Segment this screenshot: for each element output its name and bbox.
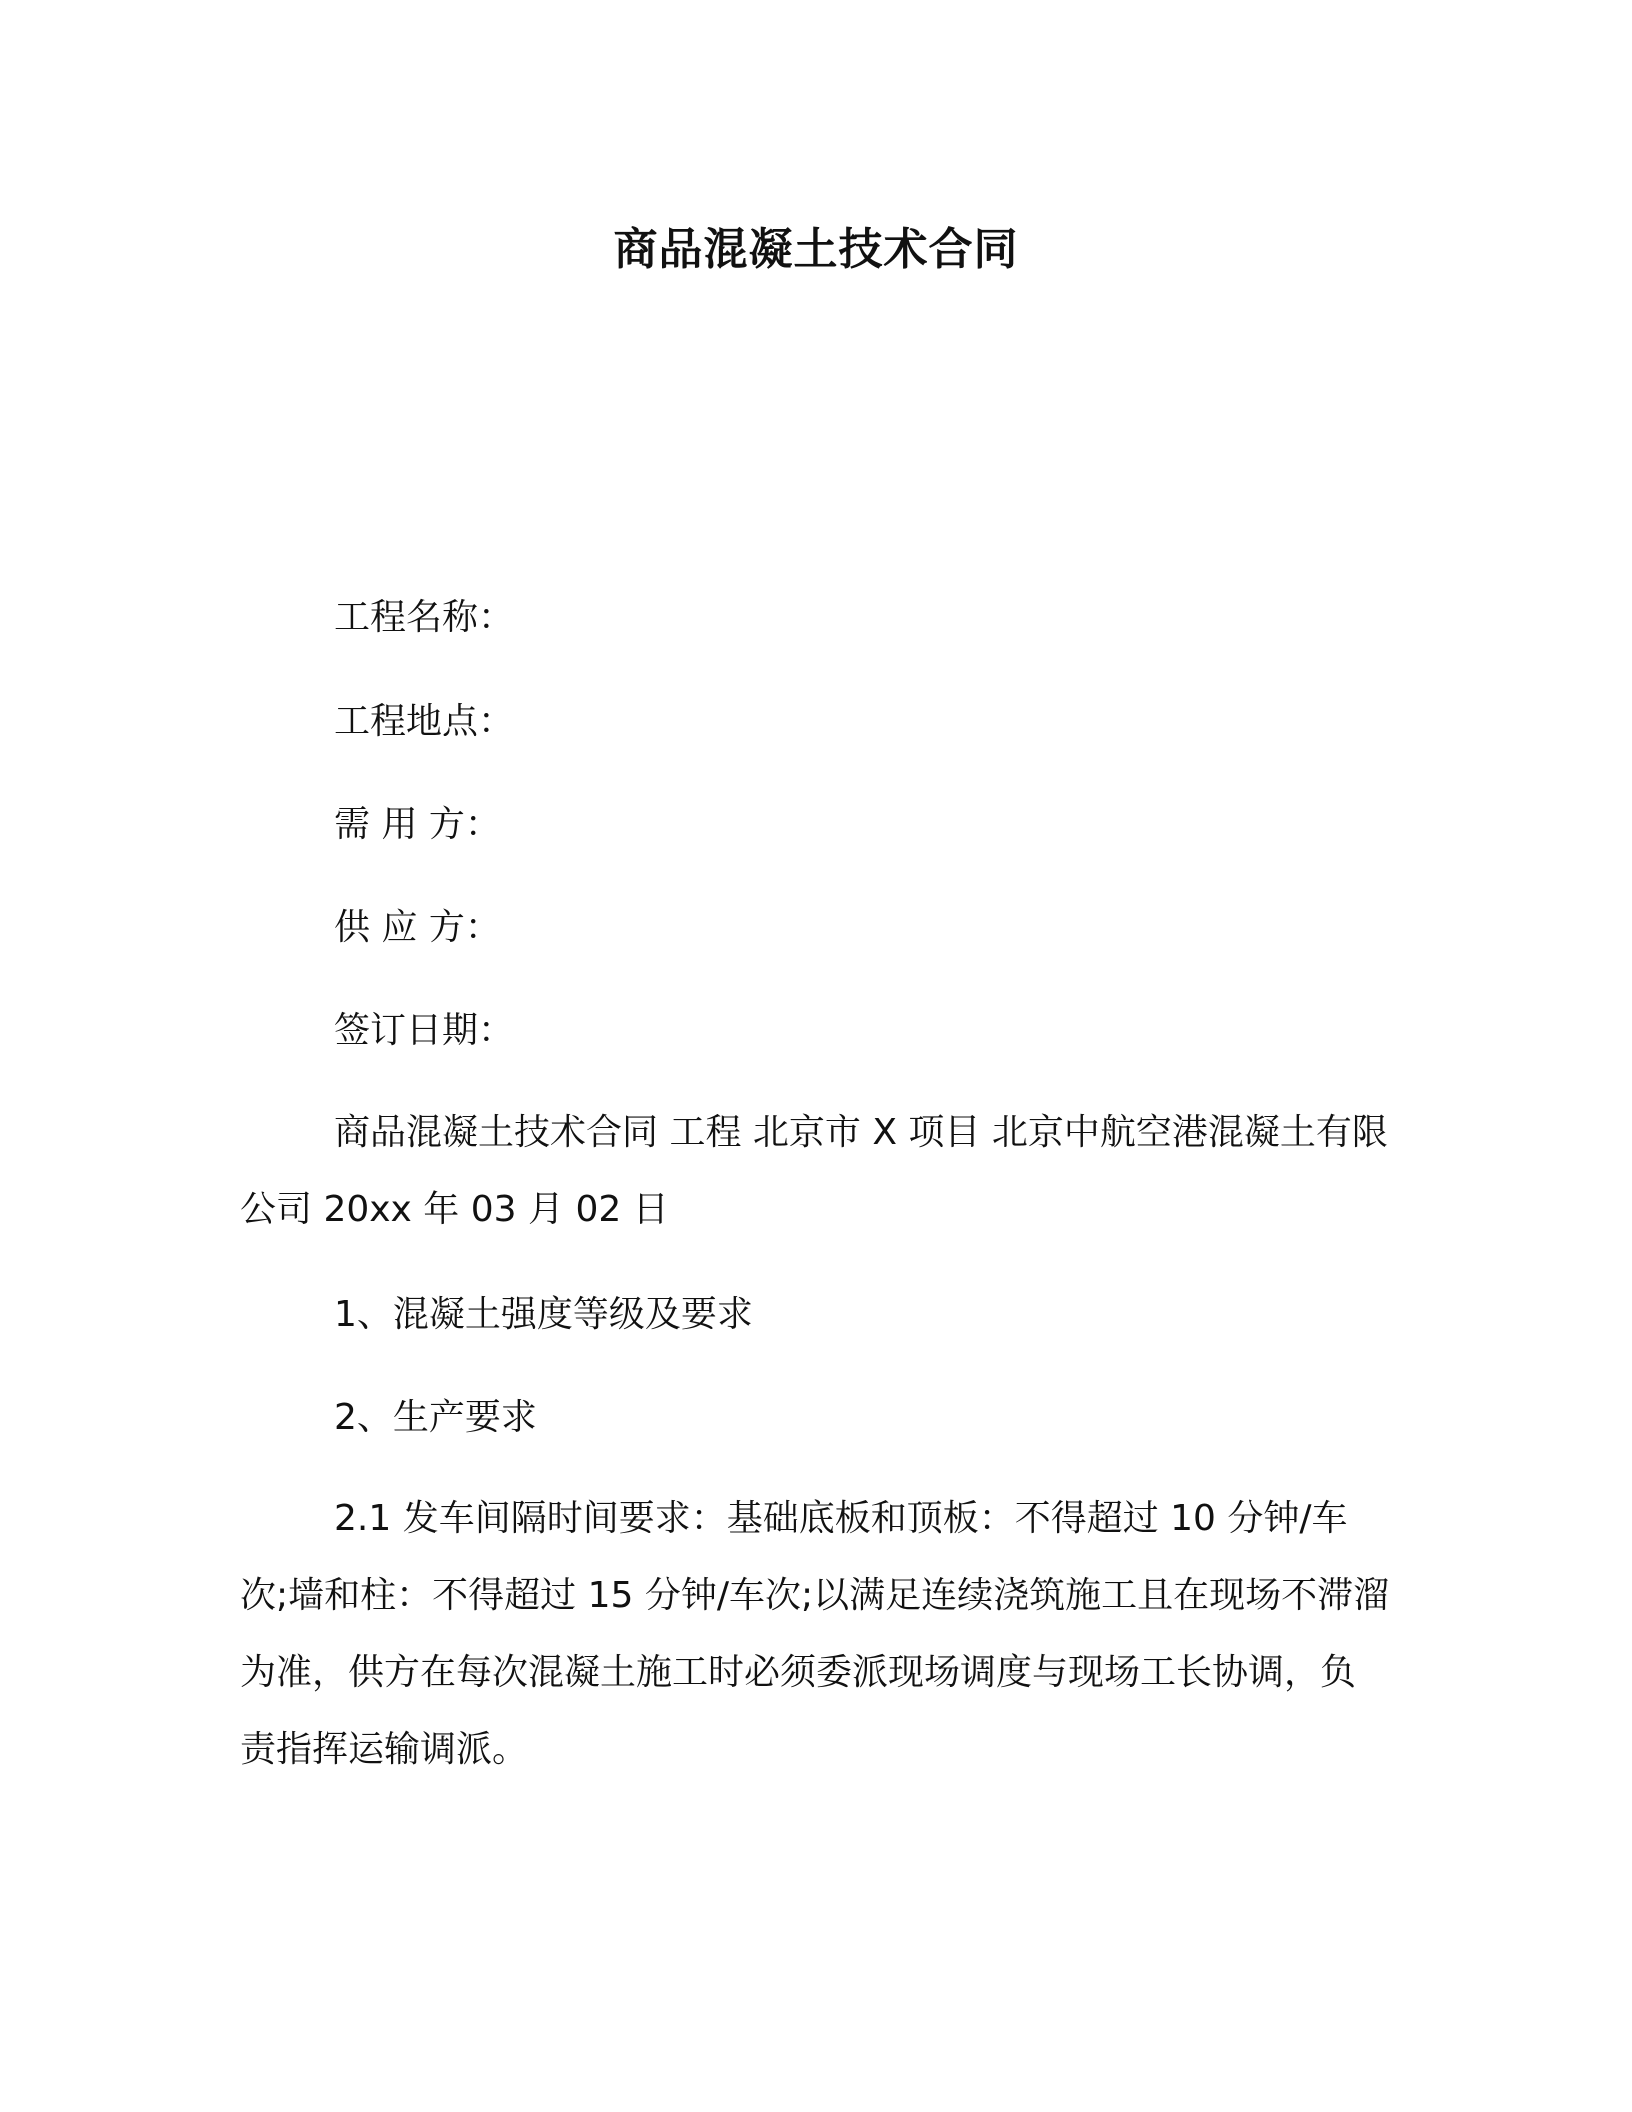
section-2-1-paragraph: 2.1 发车间隔时间要求：基础底板和顶板：不得超过 10 分钟/车次;墙和柱：不得超过 15 分钟/车次;以满足连续浇筑施工且在现场不滞溜为准，供方在每次混凝土施工时必须委派现场调度与现场工长协调，负责指挥运输调派。 — [240, 1498, 1390, 1770]
section-heading-1: 1、混凝土强度等级及要求 — [334, 1294, 753, 1335]
field-project-location: 工程地点： — [334, 701, 515, 742]
document-title: 商品混凝土技术合同 — [613, 224, 1019, 275]
field-project-name: 工程名称： — [334, 597, 515, 638]
field-buyer: 需 用 方： — [334, 804, 501, 845]
summary-paragraph: 商品混凝土技术合同 工程 北京市 X 项目 北京中航空港混凝土有限公司 20xx 年 03 月 02 日 — [240, 1112, 1388, 1230]
field-signing-date: 签订日期： — [334, 1010, 515, 1051]
field-supplier: 供 应 方： — [334, 907, 501, 948]
section-heading-2: 2、生产要求 — [334, 1397, 537, 1438]
